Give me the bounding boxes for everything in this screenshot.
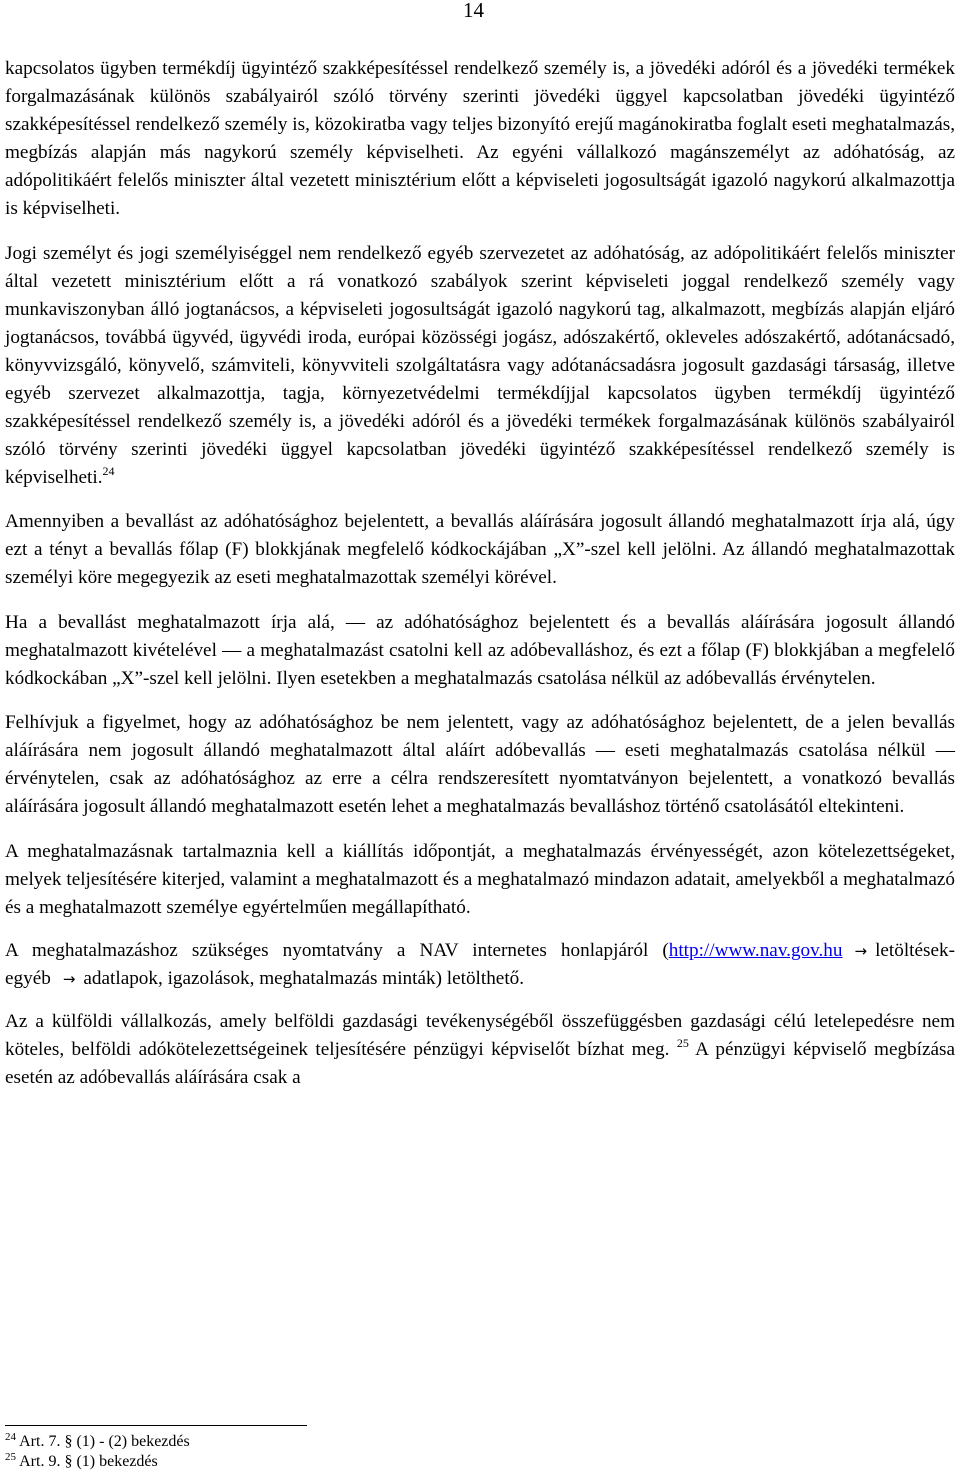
footnote-25: [5, 1452, 190, 1472]
arrow-right-icon: →: [854, 941, 868, 960]
paragraph-6: A meghatalmazásnak tartalmaznia kell a kiállítás időpontját, a meghatalmazás érvényességét, azon kötelezettségeket, melyek teljesítésére kiterjed, valamint a meghatalmazott és a meghatalmazó mindazon adatait, amelyekből a meghatalmazó és a meghatalmazott személye egyértelműen megállapítható.: [5, 840, 955, 918]
document-body: [5, 55, 955, 1108]
paragraph-7-intro: A meghatalmazáshoz szükséges nyomtatvány a NAV internetes honlapjáról (: [5, 939, 669, 961]
paragraph-8-tail: A pénzügyi képviselő megbízása esetén az adóbevallás aláírására csak a: [5, 1038, 955, 1088]
nav-website-link[interactable]: http://www.nav.gov.hu: [668, 939, 843, 961]
paragraph-2: [5, 240, 955, 492]
paragraph-8: [5, 1008, 955, 1092]
footnote-24: [5, 1432, 190, 1452]
paragraph-2-text: Jogi személyt és jogi személyiséggel nem rendelkező egyéb szervezetet az adóhatóság, az adópolitikáért felelős miniszter által vezetett minisztérium előtt a rá vonatkozó szabályok szerint képviseleti joggal rendelkező személy vagy munkaviszonyban álló jogtanácsos, a képviseleti jogosultságát igazoló nagykorú tag, alkalmazott, megbízás alapján eljáró jogtanácsos, továbbá ügyvéd, ügyvédi iroda, európai közösségi jogász, adószakértő, okleveles adószakértő, adótanácsadó, könyvvizsgáló, könyvelő, számviteli, könyvviteli szolgáltatásra vagy adótanácsadásra jogosult gazdasági társaság, illetve egyéb szervezet alkalmazottja, tagja, környezetvédelmi termékdíjjal kapcsolatos ügyben termékdíj ügyintéző szakképesítéssel rendelkező személy is, a jövedéki adóról és a jövedéki termékek forgalmazásának különös szabályairól szóló törvény szerinti jövedéki üggyel kapcsolatban jövedéki ügyintéző szakképesítéssel rendelkező személy is képviselheti.: [5, 242, 955, 488]
footnote-text: Art. 7. § (1) - (2) bekezdés: [19, 1433, 190, 1450]
paragraph-1: kapcsolatos ügyben termékdíj ügyintéző szakképesítéssel rendelkező személy is, a jövedéki adóról és a jövedéki termékek forgalmazásának különös szabályairól szóló törvény szerinti jövedéki üggyel kapcsolatban jövedéki ügyintéző szakképesítéssel rendelkező személy is, közokiratba vagy teljes bizonyító erejű magánokiratba foglalt eseti meghatalmazás, megbízás alapján más nagykorú személy képviselheti. Az egyéni vállalkozó magánszemélyt az adóhatóság, az adópolitikáért felelős miniszter által vezetett minisztérium előtt a képviseleti jogosultságát igazoló nagykorú alkalmazottja is képviselheti.: [5, 58, 955, 219]
footnote-number: 25: [5, 1450, 16, 1463]
footnote-number: 24: [5, 1431, 16, 1443]
paragraph-8-text: Az a külföldi vállalkozás, amely belföldi gazdasági tevékenységéből összefüggésben gazdasági célú letelepedésre nem köteles, belföldi adókötelezettségeinek teljesítésére pénzügyi képviselőt bízhat meg.: [5, 1010, 955, 1060]
paragraph-7-step-2: adatlapok, igazolások, meghatalmazás minták) letölthető.: [83, 967, 525, 989]
paragraph-5: Felhívjuk a figyelmet, hogy az adóhatósághoz be nem jelentett, vagy az adóhatósághoz bejelentett, de a jelen bevallás aláírására nem jogosult állandó meghatalmazott által aláírt adóbevallás — eseti meghatalmazás csatolása nélkül — érvénytelen, csak az adóhatósághoz az erre a célra rendszeresített nyomtatványon bejelentett, a vonatkozó bevallás aláírására jogosult állandó meghatalmazott esetén lehet a meghatalmazás bevalláshoz történő csatolásától eltekinteni.: [5, 712, 955, 817]
footnotes: [5, 1432, 190, 1471]
paragraph-3: Amennyiben a bevallást az adóhatósághoz bejelentett, a bevallás aláírására jogosult állandó meghatalmazott írja alá, úgy ezt a tényt a bevallás főlap (F) blokkjának megfelelő kódkockájában „X”-szel kell jelölni. Az állandó meghatalmazottak személyi köre megegyezik az eseti meghatalmazottak személyi körével.: [5, 511, 955, 588]
arrow-right-icon: →: [62, 969, 76, 988]
page-number: 14: [463, 0, 484, 22]
footnote-separator: [5, 1425, 307, 1426]
paragraph-4: Ha a bevallást meghatalmazott írja alá, — az adóhatósághoz bejelentett és a bevallás aláírására jogosult állandó meghatalmazott kivételével — a meghatalmazást csatolni kell az adóbevalláshoz, és ezt a főlap (F) blokkjában a megfelelő kódkockában „X”-szel kell jelölni. Ilyen esetekben a meghatalmazás csatolása nélkül az adóbevallás érvénytelen.: [5, 611, 955, 689]
footnote-ref-24[interactable]: 24: [102, 463, 115, 478]
paragraph-7: [5, 937, 955, 993]
paragraph-7-step-1: letöltések-egyéb: [5, 939, 955, 989]
footnote-ref-25[interactable]: 25: [676, 1035, 689, 1050]
footnote-text: Art. 9. § (1) bekezdés: [19, 1452, 158, 1470]
